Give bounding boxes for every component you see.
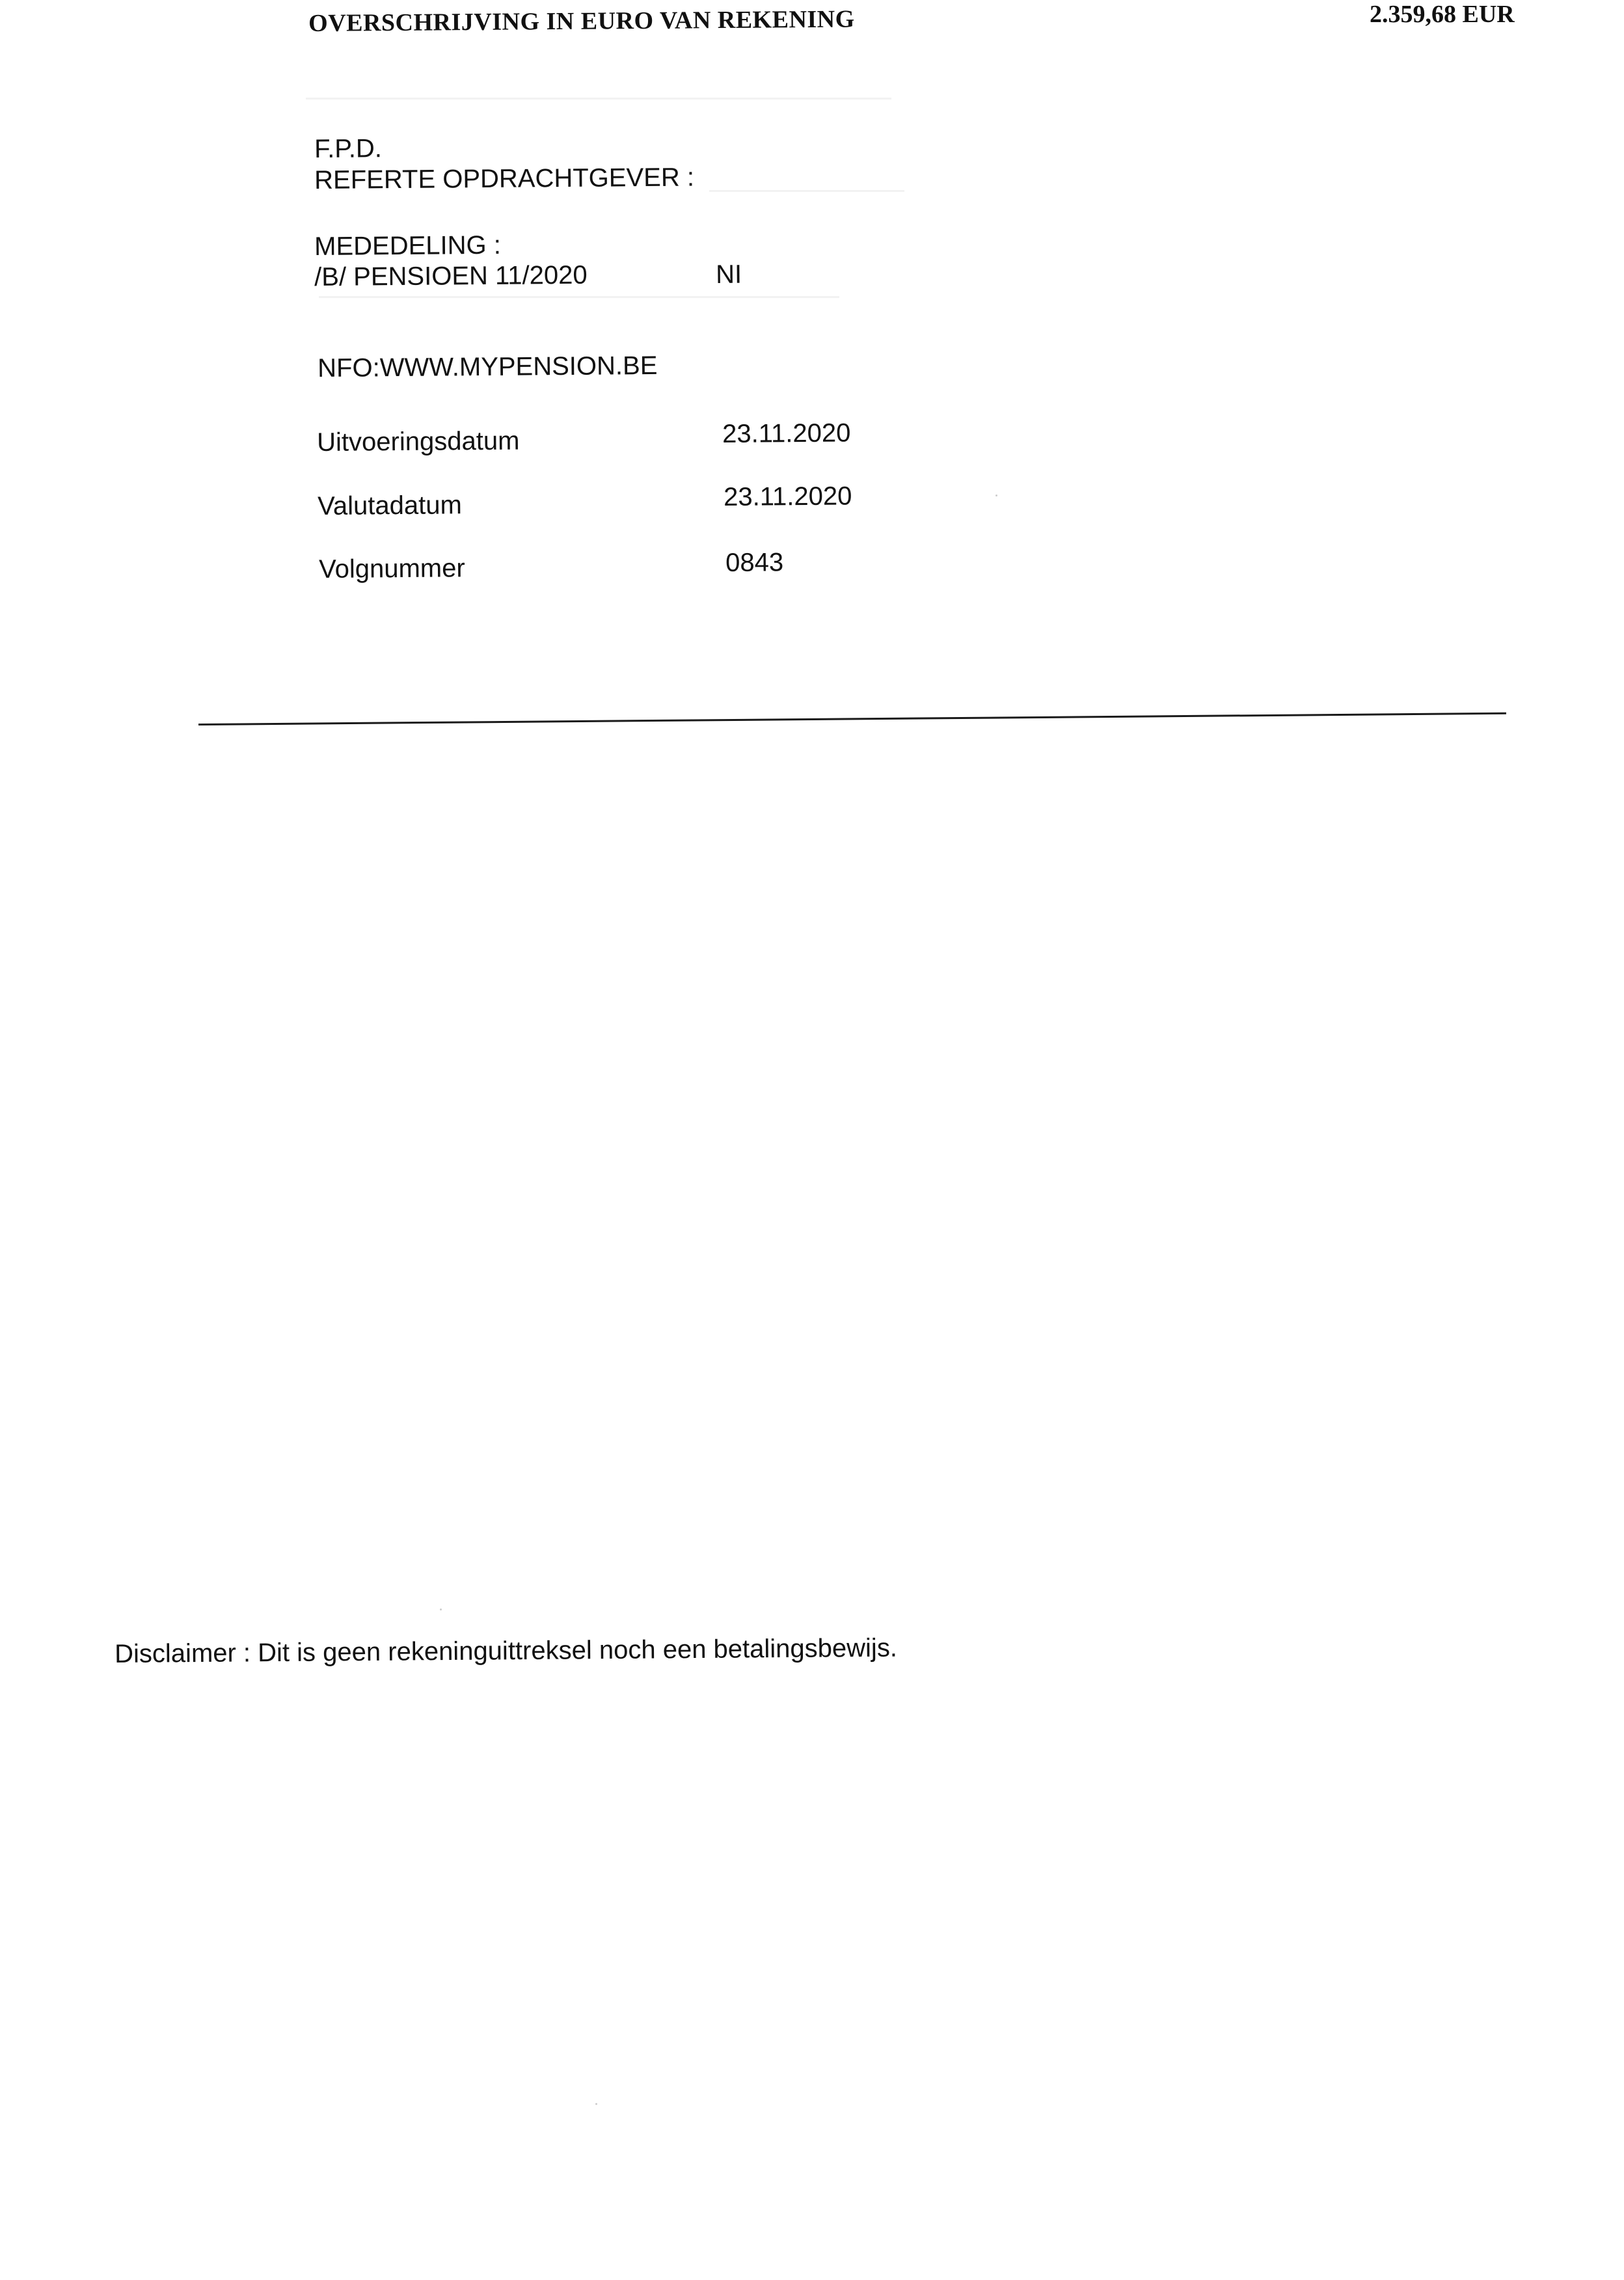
scan-speck <box>595 2103 597 2105</box>
sequence-number-label: Volgnummer <box>319 554 465 584</box>
info-line: NFO:WWW.MYPENSION.BE <box>318 351 658 383</box>
execution-date-value: 23.11.2020 <box>722 418 851 448</box>
value-date-label: Valutadatum <box>318 491 462 521</box>
redaction-mark <box>319 296 839 298</box>
value-date-value: 23.11.2020 <box>724 482 852 511</box>
document-title: OVERSCHRIJVING IN EURO VAN REKENING <box>308 5 855 37</box>
reference-label: REFERTE OPDRACHTGEVER : <box>314 163 695 195</box>
redaction-mark <box>709 190 904 192</box>
scan-speck <box>995 495 997 496</box>
redaction-mark <box>306 98 891 100</box>
message-label: MEDEDELING : <box>314 230 502 261</box>
message-line: /B/ PENSIOEN 11/2020 <box>314 260 588 292</box>
disclaimer: Disclaimer : Dit is geen rekeninguittreksel noch een betalingsbewijs. <box>115 1633 898 1668</box>
ordering-party: F.P.D. <box>314 134 383 163</box>
sequence-number-value: 0843 <box>725 548 784 577</box>
transfer-amount: 2.359,68 EUR <box>1370 1 1515 28</box>
scan-speck <box>440 1608 442 1610</box>
execution-date-label: Uitvoeringsdatum <box>317 426 520 457</box>
message-line-suffix: NI <box>716 260 742 289</box>
horizontal-divider <box>198 712 1506 726</box>
